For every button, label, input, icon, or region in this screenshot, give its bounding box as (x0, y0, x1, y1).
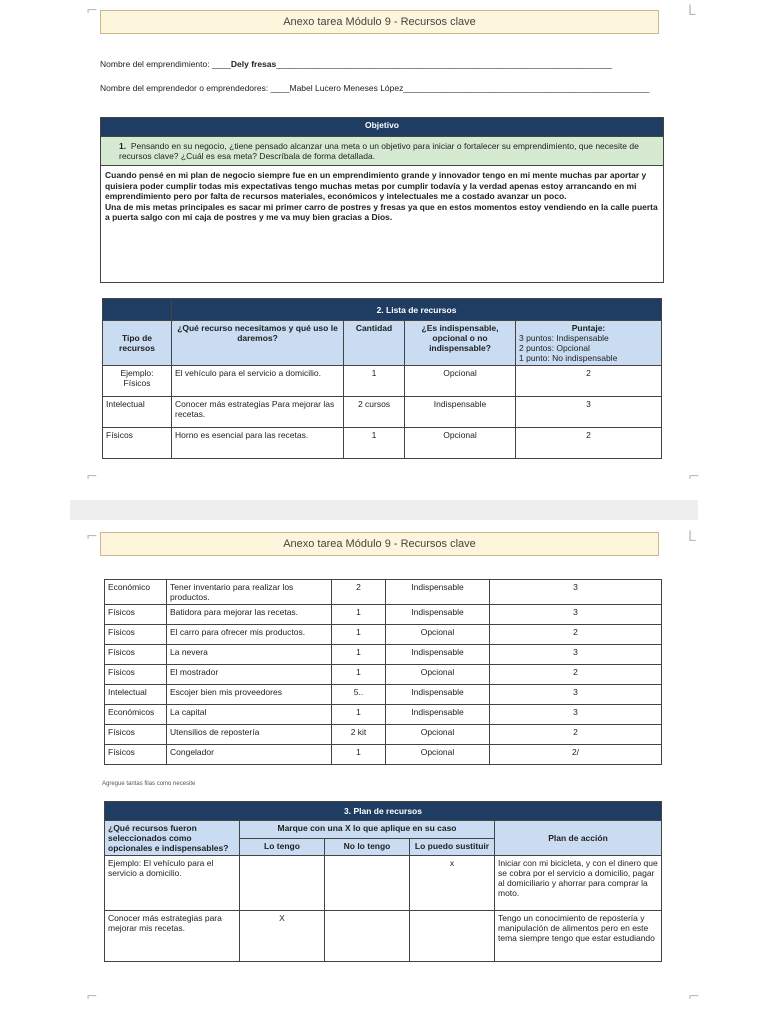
plan-cell-recurso: Conocer más estrategias para mejorar mis recetas. (105, 911, 240, 962)
cell-puntaje: 2/ (490, 745, 662, 765)
cell-cantidad: 1 (344, 428, 405, 459)
cell-puntaje: 2 (490, 625, 662, 645)
cell-puntaje: 3 (490, 605, 662, 625)
plan-cell-nolotengo (325, 911, 410, 962)
cell-indispensable: Opcional (386, 665, 490, 685)
cell-tipo: Intelectual (105, 685, 167, 705)
cell-cantidad: 2 kit (332, 725, 386, 745)
cell-recurso: Utensilios de repostería (167, 725, 332, 745)
cell-recurso: La nevera (167, 645, 332, 665)
emprendedor-trail: ____________________________________________________ (403, 83, 650, 93)
corner-mark: L (688, 529, 696, 545)
resource-row (105, 685, 662, 705)
cell-recurso: El mostrador (167, 665, 332, 685)
cell-recurso: Tener inventario para realizar los productos. (167, 580, 332, 605)
cell-indispensable: Indispensable (386, 605, 490, 625)
emprendedor-value: Mabel Lucero Meneses López (289, 83, 404, 93)
header-que-recurso: ¿Qué recurso necesitamos y qué uso le daremos? (172, 321, 344, 366)
cell-cantidad: 1 (332, 625, 386, 645)
document-page-2 (0, 520, 768, 1024)
cell-puntaje: 3 (490, 685, 662, 705)
emprendimiento-label: Nombre del emprendimiento: ____ (100, 59, 231, 69)
plan-cell-recurso: Ejemplo: El vehículo para el servicio a domicilio. (105, 856, 240, 911)
cell-puntaje: 2 (516, 428, 662, 459)
emprendimiento-line (100, 59, 612, 69)
resource-row (105, 745, 662, 765)
plan-header-lotengo: Lo tengo (240, 838, 325, 856)
puntaje-3: 3 puntos: Indispensable (519, 333, 609, 343)
emprendimiento-value: Dely fresas (230, 59, 277, 69)
page-header: Anexo tarea Módulo 9 - Recursos clave (100, 10, 659, 34)
cell-cantidad: 1 (332, 605, 386, 625)
cell-cantidad: 1 (332, 645, 386, 665)
resource-row (103, 397, 662, 428)
cell-cantidad: 1 (332, 745, 386, 765)
cell-recurso: Escojer bien mis proveedores (167, 685, 332, 705)
cell-recurso: Congelador (167, 745, 332, 765)
cell-puntaje: 2 (516, 366, 662, 397)
corner-mark: ⌐ (86, 529, 98, 545)
header-puntaje (516, 321, 662, 366)
plan-title: 3. Plan de recursos (105, 802, 662, 821)
cell-puntaje: 3 (490, 705, 662, 725)
cell-cantidad: 2 cursos (344, 397, 405, 428)
resource-row (105, 725, 662, 745)
puntaje-2: 2 puntos: Opcional (519, 343, 590, 353)
objetivo-question (101, 137, 664, 166)
answer-paragraph-1: Cuando pensé en mi plan de negocio siempre fue en un emprendimiento grande y innovador tengo en mi mente muchas par aportar y quisiera poder cumplir todas mis expectativas tengo muchas metas por cumplir todavía y la verdad apenas estoy arrancando en mi emprendimiento pero por falta de recursos materiales, económicos y intelectuales me a costado avanzar un poco. (105, 170, 647, 201)
cell-recurso: El vehículo para el servicio a domicilio. (172, 366, 344, 397)
document-page-1 (0, 0, 768, 500)
lista-recursos-table-p1 (102, 298, 662, 459)
plan-header-que: ¿Qué recursos fueron seleccionados como opcionales e indispensables? (105, 821, 240, 856)
objetivo-title: Objetivo (101, 118, 664, 137)
emprendedor-line (100, 83, 649, 93)
cell-cantidad: 5.. (332, 685, 386, 705)
cell-recurso: Batidora para mejorar las recetas. (167, 605, 332, 625)
cell-puntaje: 3 (516, 397, 662, 428)
puntaje-title: Puntaje: (571, 323, 606, 333)
cell-tipo: Intelectual (103, 397, 172, 428)
corner-mark: ⌐ (86, 989, 98, 1005)
plan-header-sustituir: Lo puedo sustituir (410, 838, 495, 856)
page-header: Anexo tarea Módulo 9 - Recursos clave (100, 532, 659, 556)
emprendimiento-trail: _______________________________________________________________________ (276, 59, 612, 69)
cell-puntaje: 2 (490, 665, 662, 685)
cell-tipo: Físicos (105, 605, 167, 625)
plan-header-nolotengo: No lo tengo (325, 838, 410, 856)
cell-indispensable: Opcional (386, 625, 490, 645)
plan-cell-accion: Tengo un conocimiento de repostería y manipulación de alimentos pero en este tema siempre tengo que estar estudiando (495, 911, 662, 962)
cell-recurso: La capital (167, 705, 332, 725)
plan-header-marque: Marque con una X lo que aplique en su caso (240, 821, 495, 839)
cell-tipo: Físicos (105, 645, 167, 665)
plan-cell-nolotengo (325, 856, 410, 911)
cell-tipo: Económico (105, 580, 167, 605)
objetivo-table (100, 117, 664, 283)
resource-row (105, 705, 662, 725)
lista-corner-cell (103, 299, 172, 321)
cell-tipo: Físicos (105, 625, 167, 645)
lista-title: 2. Lista de recursos (172, 299, 662, 321)
cell-indispensable: Indispensable (386, 645, 490, 665)
cell-tipo: Físicos (105, 725, 167, 745)
plan-cell-sustituir (410, 911, 495, 962)
cell-indispensable: Indispensable (386, 685, 490, 705)
header-cantidad: Cantidad (344, 321, 405, 366)
cell-tipo: Ejemplo: Físicos (103, 366, 172, 397)
cell-indispensable: Indispensable (386, 580, 490, 605)
page-separator (70, 500, 698, 520)
cell-cantidad: 2 (332, 580, 386, 605)
question-number: 1. (119, 141, 127, 151)
cell-indispensable: Opcional (386, 745, 490, 765)
cell-puntaje: 3 (490, 580, 662, 605)
resource-row (105, 665, 662, 685)
objetivo-answer (101, 166, 664, 283)
cell-indispensable: Indispensable (405, 397, 516, 428)
plan-row (105, 856, 662, 911)
cell-indispensable: Opcional (386, 725, 490, 745)
plan-recursos-table (104, 801, 662, 962)
plan-cell-lotengo: X (240, 911, 325, 962)
cell-indispensable: Opcional (405, 366, 516, 397)
resource-row (103, 366, 662, 397)
resource-row (105, 625, 662, 645)
plan-row (105, 911, 662, 962)
corner-mark: ⌐ (688, 989, 700, 1005)
cell-tipo: Económicos (105, 705, 167, 725)
resource-row (105, 605, 662, 625)
cell-puntaje: 2 (490, 725, 662, 745)
header-indispensable: ¿Es indispensable, opcional o no indispensable? (405, 321, 516, 366)
answer-paragraph-2: Una de mis metas principales es sacar mi primer carro de postres y fresas ya que en estos momentos estoy vendiendo en la calle puerta a puerta salgo con mi caja de postres y me va muy bien gracias a Dios. (105, 201, 658, 222)
corner-mark: ⌐ (86, 469, 98, 485)
cell-tipo: Físicos (105, 665, 167, 685)
cell-indispensable: Opcional (405, 428, 516, 459)
cell-recurso: Horno es esencial para las recetas. (172, 428, 344, 459)
cell-cantidad: 1 (344, 366, 405, 397)
corner-mark: L (688, 3, 696, 19)
resource-row (105, 645, 662, 665)
resource-row (105, 580, 662, 605)
resource-row (103, 428, 662, 459)
plan-cell-accion: Iniciar con mi bicicleta, y con el dinero que se cobra por el servicio a domicilio, pagar al domiciliario y ahorrar para comprar la moto. (495, 856, 662, 911)
puntaje-1: 1 punto: No indispensable (519, 353, 618, 363)
cell-recurso: Conocer más estrategias Para mejorar las recetas. (172, 397, 344, 428)
emprendedor-label: Nombre del emprendedor o emprendedores: ____ (100, 83, 290, 93)
cell-cantidad: 1 (332, 665, 386, 685)
cell-tipo: Físicos (103, 428, 172, 459)
plan-cell-sustituir: x (410, 856, 495, 911)
plan-cell-lotengo (240, 856, 325, 911)
cell-puntaje: 3 (490, 645, 662, 665)
corner-mark: ⌐ (86, 3, 98, 19)
plan-header-accion: Plan de acción (495, 821, 662, 856)
cell-recurso: El carro para ofrecer mis productos. (167, 625, 332, 645)
header-tipo: Tipo de recursos (103, 321, 172, 366)
cell-tipo: Físicos (105, 745, 167, 765)
corner-mark: ⌐ (688, 469, 700, 485)
cell-cantidad: 1 (332, 705, 386, 725)
add-rows-note: Agregue tantas filas como necesite (102, 781, 196, 787)
lista-recursos-table-p2 (104, 579, 662, 765)
question-text: Pensando en su negocio, ¿tiene pensado alcanzar una meta o un objetivo para iniciar o fortalecer su emprendimiento, que necesite de recursos clave? ¿Cuál es esa meta? Descríbala de forma detallada. (119, 141, 639, 161)
cell-indispensable: Indispensable (386, 705, 490, 725)
